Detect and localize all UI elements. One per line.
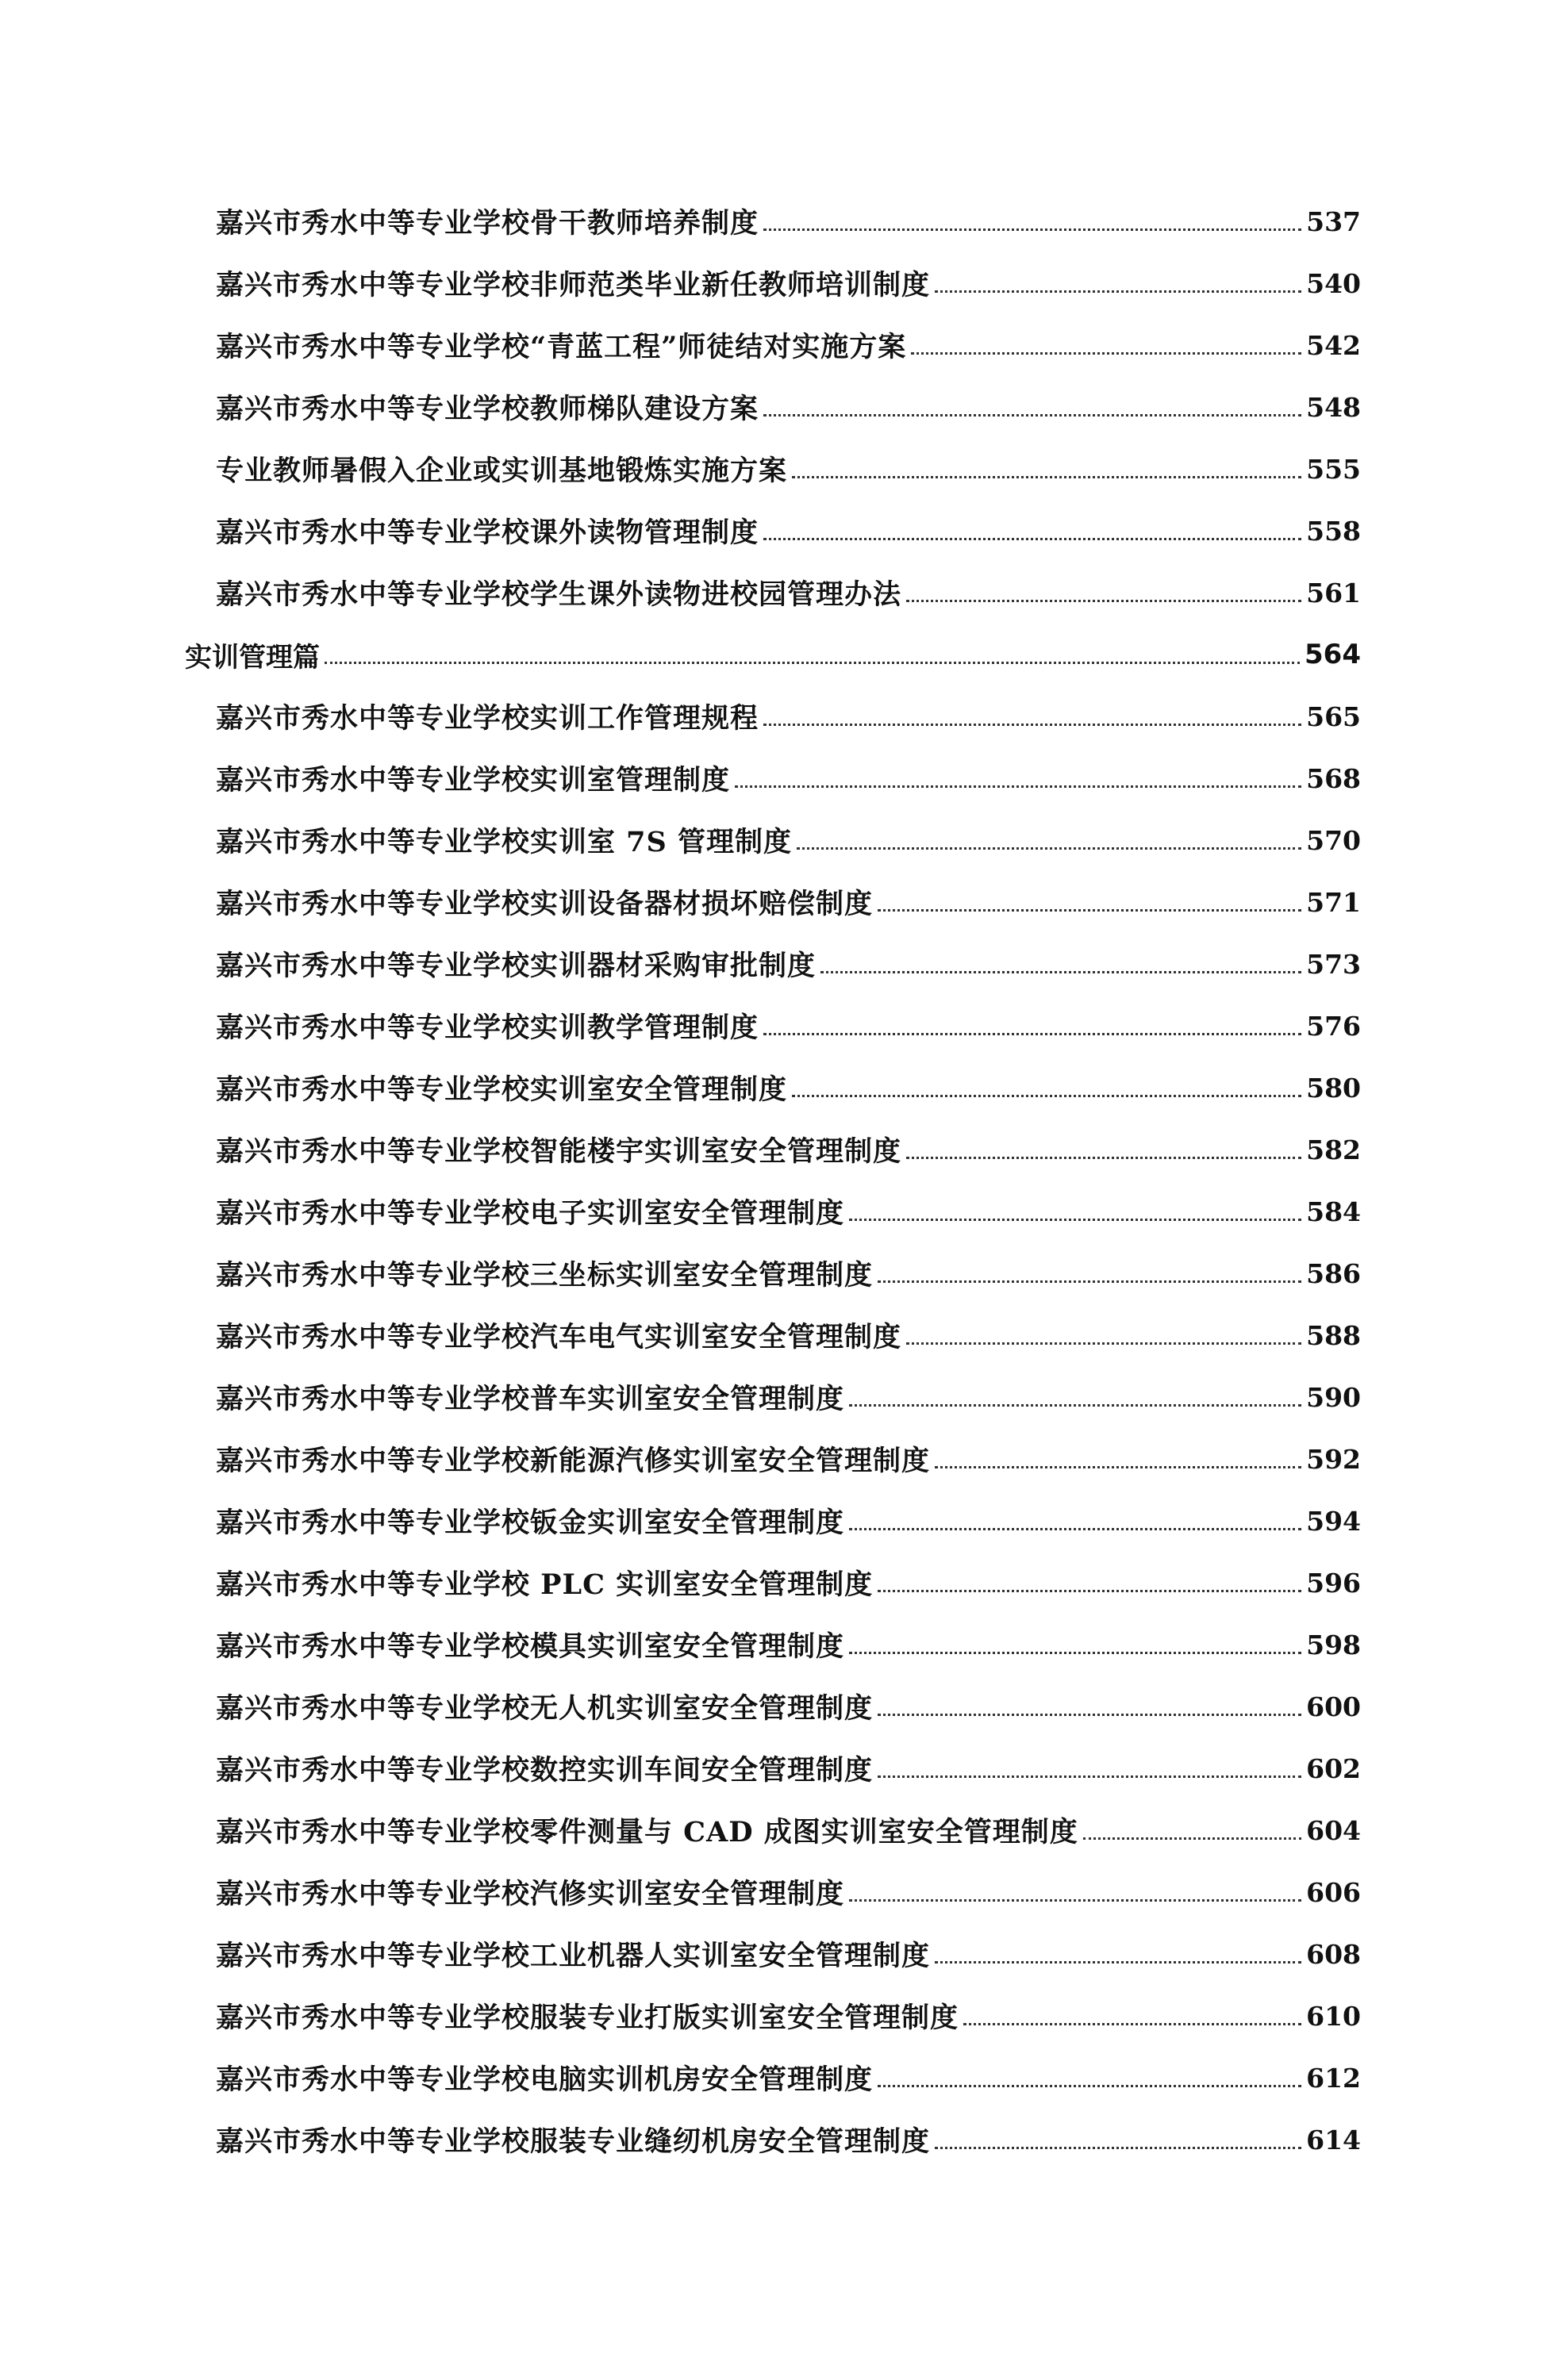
toc-entry-title: 嘉兴市秀水中等专业学校钣金实训室安全管理制度 — [216, 1507, 845, 1539]
toc-entry-page-number: 584 — [1306, 1196, 1361, 1227]
toc-entry-title: 嘉兴市秀水中等专业学校非师范类毕业新任教师培训制度 — [216, 269, 931, 301]
toc-entry-page-number: 580 — [1306, 1072, 1361, 1104]
toc-entry-title: 嘉兴市秀水中等专业学校实训工作管理规程 — [216, 702, 759, 735]
toc-entry[interactable] — [0, 1366, 1564, 1428]
toc-entry-page-number: 540 — [1306, 267, 1361, 299]
toc-entry-page-number: 576 — [1306, 1010, 1361, 1042]
toc-entry-title: 嘉兴市秀水中等专业学校骨干教师培养制度 — [216, 207, 759, 240]
toc-entry[interactable] — [0, 1737, 1564, 1799]
toc-entry[interactable] — [0, 995, 1564, 1057]
toc-dot-leader — [878, 1590, 1301, 1592]
toc-entry-title: 嘉兴市秀水中等专业学校汽修实训室安全管理制度 — [216, 1878, 845, 1910]
toc-entry-page-number: 596 — [1306, 1567, 1361, 1599]
toc-dot-leader — [906, 600, 1301, 602]
toc-entry[interactable] — [0, 1799, 1564, 1861]
toc-dot-leader — [963, 2023, 1301, 2025]
toc-entry-page-number: 573 — [1306, 948, 1361, 980]
toc-dot-leader — [906, 1342, 1301, 1345]
toc-entry-title: 嘉兴市秀水中等专业学校模具实训室安全管理制度 — [216, 1630, 845, 1663]
toc-dot-leader — [763, 724, 1301, 726]
toc-entry-title: 嘉兴市秀水中等专业学校实训教学管理制度 — [216, 1012, 759, 1044]
toc-entry-page-number: 542 — [1306, 329, 1361, 361]
toc-entry[interactable] — [0, 1304, 1564, 1366]
toc-entry[interactable] — [0, 871, 1564, 933]
toc-entry[interactable] — [0, 933, 1564, 995]
toc-entry[interactable] — [0, 562, 1564, 624]
toc-dot-leader — [849, 1219, 1301, 1221]
toc-entry-page-number: 537 — [1306, 205, 1361, 237]
toc-entry-page-number: 602 — [1306, 1752, 1361, 1784]
toc-dot-leader — [878, 1714, 1301, 1716]
toc-entry-title: 嘉兴市秀水中等专业学校实训器材采购审批制度 — [216, 950, 817, 982]
toc-entry[interactable] — [0, 1119, 1564, 1180]
toc-dot-leader — [763, 1033, 1301, 1035]
toc-dot-leader — [935, 1466, 1301, 1468]
toc-entry[interactable] — [0, 1242, 1564, 1304]
toc-section-heading[interactable] — [0, 624, 1564, 685]
toc-entry-title: 嘉兴市秀水中等专业学校服装专业缝纫机房安全管理制度 — [216, 2125, 931, 2158]
toc-entry-title: 嘉兴市秀水中等专业学校服装专业打版实训室安全管理制度 — [216, 2002, 959, 2034]
toc-entry[interactable] — [0, 1923, 1564, 1985]
toc-dot-leader — [792, 476, 1301, 478]
toc-entry-title: 嘉兴市秀水中等专业学校实训室安全管理制度 — [216, 1073, 788, 1106]
toc-entry-title: 嘉兴市秀水中等专业学校汽车电气实训室安全管理制度 — [216, 1321, 902, 1353]
toc-dot-leader — [849, 1404, 1301, 1407]
toc-entry-page-number: 564 — [1305, 639, 1361, 670]
toc-entry-title: 嘉兴市秀水中等专业学校电子实训室安全管理制度 — [216, 1197, 845, 1230]
toc-entry-page-number: 598 — [1306, 1629, 1361, 1660]
toc-dot-leader — [878, 909, 1301, 912]
toc-entry[interactable] — [0, 376, 1564, 438]
toc-dot-leader — [906, 1157, 1301, 1159]
toc-entry[interactable] — [0, 1490, 1564, 1552]
toc-entry[interactable] — [0, 2047, 1564, 2109]
toc-dot-leader — [763, 538, 1301, 540]
toc-entry-page-number: 608 — [1306, 1938, 1361, 1970]
toc-entry-page-number: 594 — [1306, 1505, 1361, 1537]
toc-dot-leader — [878, 1775, 1301, 1778]
toc-entry-page-number: 586 — [1306, 1257, 1361, 1289]
toc-entry-title: 嘉兴市秀水中等专业学校智能楼宇实训室安全管理制度 — [216, 1135, 902, 1168]
toc-entry-title: 嘉兴市秀水中等专业学校 PLC 实训室安全管理制度 — [216, 1568, 874, 1601]
toc-dot-leader — [797, 847, 1301, 850]
toc-entry-title: 嘉兴市秀水中等专业学校普车实训室安全管理制度 — [216, 1383, 845, 1415]
toc-entry[interactable] — [0, 500, 1564, 562]
toc-entry-title: 嘉兴市秀水中等专业学校电脑实训机房安全管理制度 — [216, 2063, 874, 2096]
toc-entry[interactable] — [0, 1552, 1564, 1614]
toc-entry[interactable] — [0, 314, 1564, 376]
toc-dot-leader — [935, 2147, 1301, 2149]
toc-entry[interactable] — [0, 438, 1564, 500]
toc-entry[interactable] — [0, 1057, 1564, 1119]
toc-entry-title: 嘉兴市秀水中等专业学校三坐标实训室安全管理制度 — [216, 1259, 874, 1292]
toc-entry-title: 嘉兴市秀水中等专业学校“青蓝工程”师徒结对实施方案 — [216, 331, 907, 363]
toc-entry-page-number: 588 — [1306, 1319, 1361, 1351]
toc-entry[interactable] — [0, 252, 1564, 314]
toc-entry[interactable] — [0, 809, 1564, 871]
toc-dot-leader — [735, 785, 1301, 788]
toc-dot-leader — [1083, 1837, 1301, 1840]
toc-entry-title: 嘉兴市秀水中等专业学校工业机器人实训室安全管理制度 — [216, 1940, 931, 1972]
toc-entry[interactable] — [0, 190, 1564, 252]
toc-entry-title: 嘉兴市秀水中等专业学校实训设备器材损坏赔偿制度 — [216, 888, 874, 920]
toc-entry-title: 嘉兴市秀水中等专业学校实训室 7S 管理制度 — [216, 826, 793, 858]
toc-entry-page-number: 606 — [1306, 1876, 1361, 1908]
toc-dot-leader — [849, 1652, 1301, 1654]
toc-entry-title: 嘉兴市秀水中等专业学校数控实训车间安全管理制度 — [216, 1754, 874, 1787]
toc-entry[interactable] — [0, 1614, 1564, 1676]
toc-dot-leader — [935, 290, 1301, 293]
toc-entry-title: 嘉兴市秀水中等专业学校零件测量与 CAD 成图实训室安全管理制度 — [216, 1816, 1078, 1848]
toc-dot-leader — [325, 662, 1300, 664]
toc-entry-title: 嘉兴市秀水中等专业学校实训室管理制度 — [216, 764, 731, 797]
toc-entry-title: 嘉兴市秀水中等专业学校教师梯队建设方案 — [216, 393, 759, 425]
toc-entry[interactable] — [0, 1180, 1564, 1242]
table-of-contents — [0, 190, 1564, 2171]
toc-entry-page-number: 548 — [1306, 391, 1361, 423]
toc-entry-title: 专业教师暑假入企业或实训基地锻炼实施方案 — [216, 455, 788, 487]
toc-entry-page-number: 614 — [1306, 2124, 1361, 2155]
toc-dot-leader — [878, 2085, 1301, 2087]
toc-entry-page-number: 558 — [1306, 515, 1361, 547]
toc-dot-leader — [763, 414, 1301, 416]
toc-entry[interactable] — [0, 747, 1564, 809]
toc-entry[interactable] — [0, 1861, 1564, 1923]
toc-entry[interactable] — [0, 2109, 1564, 2171]
toc-entry-page-number: 571 — [1306, 886, 1361, 918]
toc-entry-page-number: 568 — [1306, 762, 1361, 794]
toc-entry-page-number: 604 — [1306, 1814, 1361, 1846]
toc-dot-leader — [878, 1280, 1301, 1283]
toc-dot-leader — [911, 352, 1301, 355]
toc-entry-title: 嘉兴市秀水中等专业学校新能源汽修实训室安全管理制度 — [216, 1445, 931, 1477]
toc-dot-leader — [935, 1961, 1301, 1964]
toc-entry-page-number: 561 — [1306, 577, 1361, 608]
toc-entry-title: 嘉兴市秀水中等专业学校学生课外读物进校园管理办法 — [216, 578, 902, 611]
toc-entry-page-number: 582 — [1306, 1134, 1361, 1165]
toc-dot-leader — [849, 1528, 1301, 1530]
toc-entry-page-number: 590 — [1306, 1381, 1361, 1413]
toc-entry-title: 嘉兴市秀水中等专业学校课外读物管理制度 — [216, 516, 759, 549]
toc-entry-page-number: 570 — [1306, 824, 1361, 856]
toc-entry-page-number: 610 — [1306, 2000, 1361, 2032]
toc-dot-leader — [792, 1095, 1301, 1097]
toc-entry-title: 实训管理篇 — [185, 641, 320, 674]
toc-dot-leader — [849, 1899, 1301, 1902]
toc-entry[interactable] — [0, 1428, 1564, 1490]
toc-dot-leader — [763, 228, 1301, 231]
toc-entry-page-number: 555 — [1306, 453, 1361, 485]
toc-entry-page-number: 612 — [1306, 2062, 1361, 2094]
toc-entry-page-number: 565 — [1306, 701, 1361, 732]
toc-entry[interactable] — [0, 685, 1564, 747]
toc-entry-title: 嘉兴市秀水中等专业学校无人机实训室安全管理制度 — [216, 1692, 874, 1725]
toc-entry[interactable] — [0, 1985, 1564, 2047]
toc-entry-page-number: 600 — [1306, 1691, 1361, 1722]
toc-entry-page-number: 592 — [1306, 1443, 1361, 1475]
toc-entry[interactable] — [0, 1676, 1564, 1737]
toc-dot-leader — [820, 971, 1301, 973]
